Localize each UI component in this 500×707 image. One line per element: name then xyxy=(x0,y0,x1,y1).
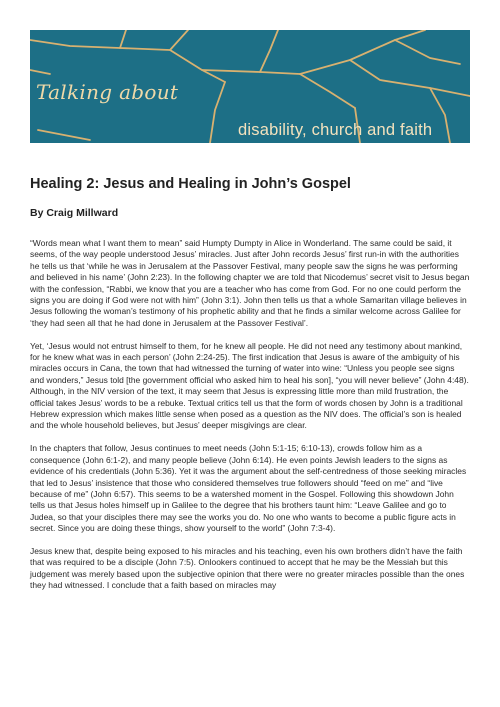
banner-script-title: Talking about xyxy=(36,80,179,104)
paragraph: “Words mean what I want them to mean” said Humpty Dumpty in Alice in Wonderland. The same could be said, it seems, of the way people understood Jesus’ miracles. Just after John records Jesus’ first run-in with the authorities he tells us that ‘while he was in Jerusalem at the Passover Festival, many people saw the signs he was performing and believed in his name’ (John 2:23). In the following chapter we are told that Nicodemus’ secret visit to Jesus began with the confession, “Rabbi, we know that you are a teacher who has come from God. For no one could perform the signs you are doing if God were not with him” (John 3:1). John then tells us that a whole Samaritan village believes in Jesus following the woman’s testimony of his prophetic ability and that he finds a similar welcome across Galilee for ‘they had seen all that he had done in Jerusalem at the Passover Festival’. xyxy=(30,238,470,328)
article-title: Healing 2: Jesus and Healing in John’s Gospel xyxy=(30,176,351,192)
paragraph: Jesus knew that, despite being exposed to his miracles and his teaching, even his own brothers didn’t have the faith that was required to be a disciple (John 7:5). Onlookers continued to accept that he may be the Messiah but this judgement was merely based upon the subjective opinion that there were no greater miracles possible than the ones they had witnessed. I conclude that a faith based on miracles may xyxy=(30,545,465,591)
banner-subtitle: disability, church and faith xyxy=(238,121,433,139)
header-banner xyxy=(30,30,470,143)
paragraph: In the chapters that follow, Jesus continues to meet needs (John 5:1-15; 6:10-13), crowds follow him as a consequence (John 6:1-2), and many people believe (John 6:14). He even points Jewish leaders to the signs as evidence of his credentials (John 5:36). Yet it was the argument about the self-centredness of those seeking miracles that led to Jesus’ insistence that those who considered themselves true followers should “feed on me” and “live because of me” (John 6:57). This seems to be a watershed moment in the Gospel. Following this showdown John tells us that Jesus holes himself up in Galilee to the degree that his brothers taunt him: “Leave Galilee and go to Judea, so that your disciples there may see the works you do. No one who wants to become a public figure acts in secret. Since you are doing these things, show yourself to the world” (John 7:3-4). xyxy=(30,443,467,534)
article-body xyxy=(30,238,470,603)
article-byline: By Craig Millward xyxy=(30,207,119,219)
paragraph: Yet, ‘Jesus would not entrust himself to them, for he knew all people. He did not need any testimony about mankind, for he knew what was in each person’ (John 2:24-25). The first indication that Jesus is aware of the ambiguity of his miracles occurs in Cana, the town that had witnessed the turning of water into wine: “Unless you people see signs and wonders,” Jesus told [the government official who asked him to heal his son], “you will never believe” (John 4:48). Although, in the NIV version of the text, it may seem that Jesus is expressing little more than mild frustration, the official takes Jesus’ words to be a rebuke. Textual critics tell us that the form of words chosen by John is a traditional Hebrew expression which makes little sense when posed as a question as the NIV does. The official’s son is healed and the whole household believes, but Jesus’ deeper misgivings are clear. xyxy=(30,340,469,431)
